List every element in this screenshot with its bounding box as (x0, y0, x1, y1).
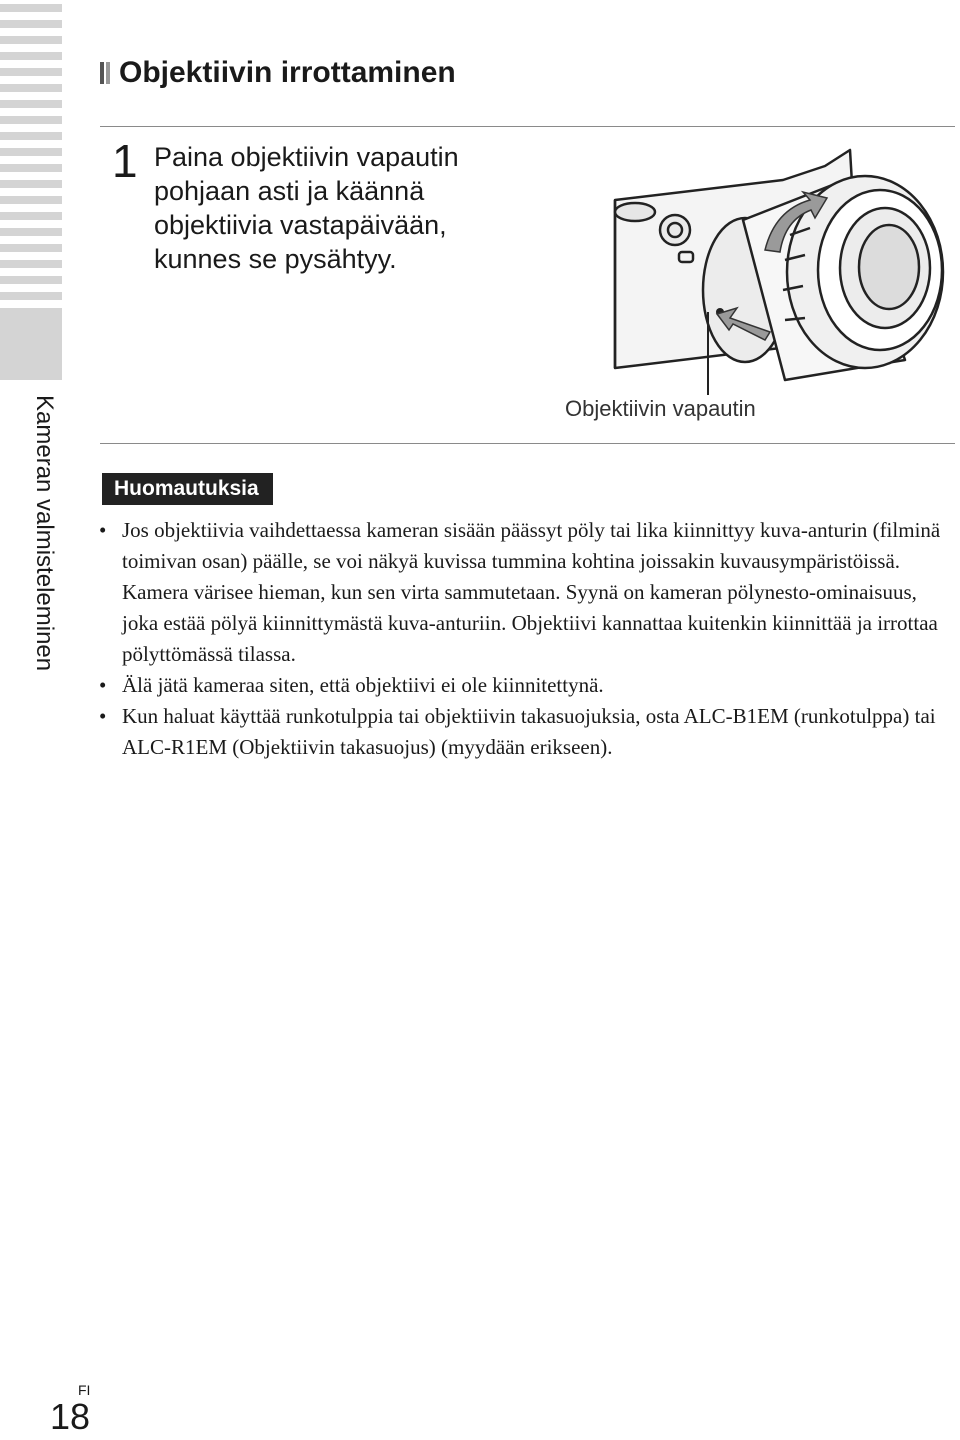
chapter-tab (0, 308, 62, 380)
section-title: Objektiivin irrottaminen (119, 56, 456, 89)
notes-list (95, 515, 955, 763)
heading-marker-icon (100, 62, 111, 84)
camera-lens-release-illustration (605, 140, 955, 402)
language-code: FI (78, 1382, 91, 1398)
step-instruction (154, 140, 524, 276)
list-item: • Älä jätä kameraa siten, että objektiivi ei ole kiinnitettynä. (95, 670, 955, 701)
list-item: • Kun haluat käyttää runkotulppia tai objektiivin takasuojuksia, osta ALC-B1EM (runkotulppa) tai ALC-R1EM (Objektiivin takasuojus) (myydään erikseen). (95, 701, 955, 763)
illustration-caption: Objektiivin vapautin (565, 396, 756, 421)
margin-stripes (0, 0, 62, 300)
notes-badge: Huomautuksia (102, 473, 273, 505)
section-heading (100, 56, 456, 90)
divider (100, 443, 955, 444)
step-line: pohjaan asti ja käännä (154, 176, 425, 206)
step-line: kunnes se pysähtyy. (154, 244, 397, 274)
divider (100, 126, 955, 127)
step-line: Paina objektiivin vapautin (154, 142, 459, 172)
page-number: 18 (50, 1396, 91, 1437)
step-number: 1 (112, 135, 138, 187)
step-line: objektiivia vastapäivään, (154, 210, 447, 240)
list-item: • Jos objektiivia vaihdettaessa kameran sisään päässyt pöly tai lika kiinnittyy kuva-anturin (filminä toimivan osan) päälle, se voi näkyä kuvissa tummina kohtina joissakin kuvausympäristöissä. Kamera värisee hieman, kun sen virta sammutetaan. Syynä on kameran pölynesto-ominaisuus, joka estää pölyä kiinnittymästä kuva-anturiin. Objektiivi kannattaa kuitenkin kiinnittää ja irrottaa pölyttömässä tilassa. (95, 515, 955, 670)
chapter-side-label: Kameran valmisteleminen (31, 395, 58, 672)
